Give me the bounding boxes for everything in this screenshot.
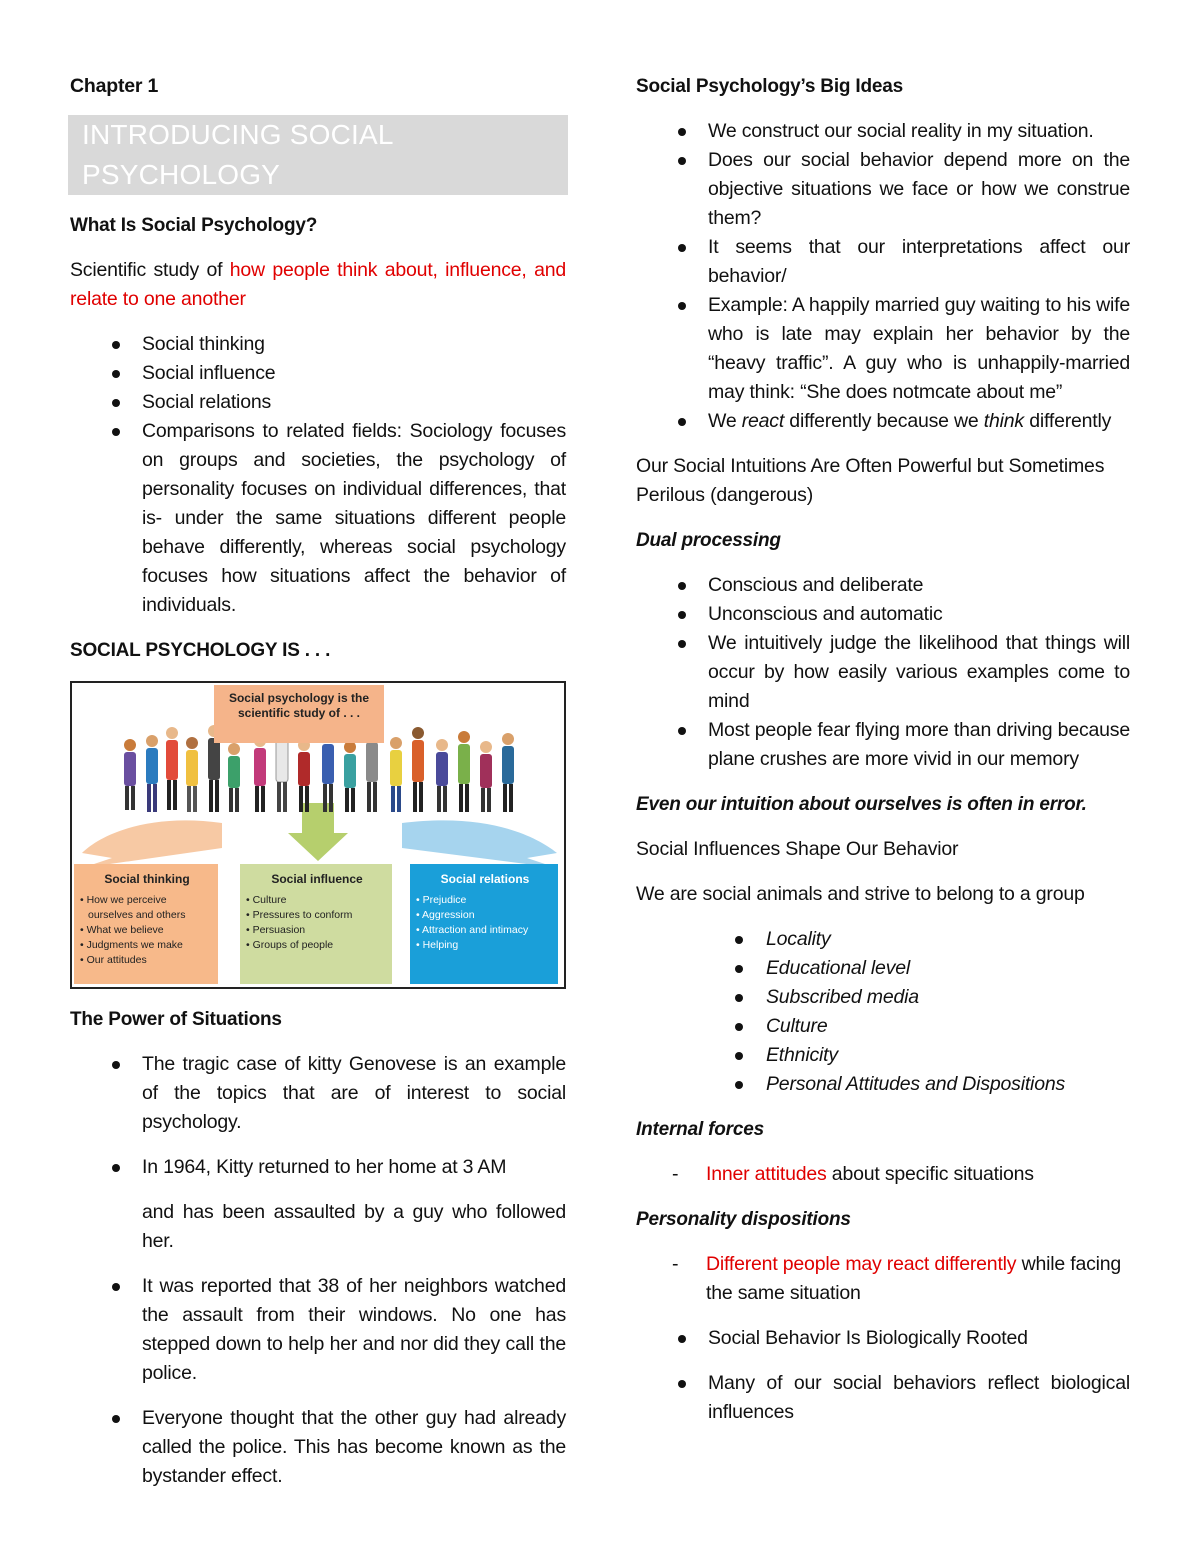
list-item: Personal Attitudes and Dispositions	[636, 1070, 1130, 1099]
list-item: Social Behavior Is Biologically Rooted	[636, 1324, 1130, 1353]
social-animals-text: We are social animals and strive to belong to a group	[636, 883, 1085, 905]
list-item: We intuitively judge the likelihood that things will occur by how easily various examples come to mind	[636, 629, 1130, 716]
right-column	[636, 72, 1130, 1443]
intuition-error-heading: Even our intuition about ourselves is often in error.	[636, 794, 1087, 815]
box-item: • Attraction and intimacy	[416, 924, 529, 936]
personality-heading: Personality dispositions	[636, 1209, 851, 1230]
box-title: Social thinking	[104, 872, 190, 886]
box-title: Social influence	[271, 872, 363, 886]
list-item: Comparisons to related fields: Sociology focuses on groups and societies, the psychology of personality focuses on individual differences, that is- under the same situations different people behave differently, whereas social psychology focuses how situations affect the behavior of individuals.	[70, 417, 566, 620]
list-item	[636, 1160, 1130, 1189]
text-run: differently	[1024, 410, 1112, 432]
internal-forces-heading: Internal forces	[636, 1119, 764, 1140]
box-item: • What we believe	[80, 924, 164, 936]
list-item: In 1964, Kitty returned to her home at 3 AM	[70, 1153, 566, 1182]
definition-prefix: Scientific study of	[70, 259, 230, 281]
box-item: ourselves and others	[88, 909, 186, 921]
list-item: Locality	[636, 925, 1130, 954]
box-item: • Helping	[416, 939, 459, 951]
figure-title: Social psychology is the scientific study of . . .	[214, 685, 384, 743]
bio-list-b	[636, 1369, 1130, 1427]
box-item: • Groups of people	[246, 939, 334, 951]
highlight-text: Inner attitudes	[706, 1163, 827, 1185]
what-heading: What Is Social Psychology?	[70, 215, 318, 236]
list-item: Culture	[636, 1012, 1130, 1041]
list-item: Most people fear flying more than driving because plane crushes are more vivid in our memory	[636, 716, 1130, 774]
list-item: Unconscious and automatic	[636, 600, 1130, 629]
list-item: It seems that our interpretations affect our behavior/	[636, 233, 1130, 291]
text-run: We	[708, 410, 742, 432]
social-relations-box	[410, 864, 558, 984]
text-run-react: react	[741, 410, 785, 432]
social-influence-box	[240, 864, 392, 984]
list-item	[636, 407, 1130, 436]
box-item: • Our attitudes	[80, 954, 147, 966]
chapter-title-banner: INTRODUCING SOCIAL PSYCHOLOGY	[68, 115, 568, 195]
big-ideas-heading: Social Psychology’s Big Ideas	[636, 76, 903, 97]
box-item: • Prejudice	[416, 894, 467, 906]
box-item: • Pressures to conform	[246, 909, 353, 921]
bio-list-a	[636, 1324, 1130, 1353]
list-item: Subscribed media	[636, 983, 1130, 1012]
dual-processing-list	[636, 571, 1130, 774]
box-item: • Judgments we make	[80, 939, 183, 951]
power-heading: The Power of Situations	[70, 1009, 282, 1030]
text-run: about specific situations	[826, 1163, 1034, 1185]
list-item	[636, 1250, 1130, 1308]
power-list-d	[70, 1404, 566, 1491]
list-item: Social influence	[70, 359, 566, 388]
list-item: It was reported that 38 of her neighbors watched the assault from their windows. No one has stepped down to help her and nor did they call the police.	[70, 1272, 566, 1388]
box-item: • Culture	[246, 894, 287, 906]
list-item: Many of our social behaviors reflect biological influences	[636, 1369, 1130, 1427]
list-item: The tragic case of kitty Genovese is an example of the topics that are of interest to social psychology.	[70, 1050, 566, 1137]
definition-highlight: how people think about, influence, and relate to one another	[70, 259, 567, 310]
list-item: Conscious and deliberate	[636, 571, 1130, 600]
group-factors-list	[636, 925, 1130, 1099]
list-item: We construct our social reality in my situation.	[636, 117, 1130, 146]
big-ideas-list	[636, 117, 1130, 436]
internal-forces-list	[636, 1160, 1130, 1189]
left-column	[70, 72, 566, 1507]
is-heading: SOCIAL PSYCHOLOGY IS . . .	[70, 640, 331, 661]
list-item: Ethnicity	[636, 1041, 1130, 1070]
text-run-think: think	[983, 410, 1024, 432]
list-item: Does our social behavior depend more on the objective situations we face or how we construe them?	[636, 146, 1130, 233]
dual-processing-heading: Dual processing	[636, 530, 781, 551]
intuitions-paragraph: Our Social Intuitions Are Often Powerful but Sometimes Perilous (dangerous)	[636, 455, 1105, 506]
box-title: Social relations	[440, 872, 530, 886]
power-list-a	[70, 1050, 566, 1137]
chapter-label: Chapter 1	[70, 75, 159, 97]
definition-list	[70, 330, 566, 620]
social-psychology-figure	[70, 681, 566, 989]
box-item: • How we perceive	[80, 894, 167, 906]
definition	[70, 256, 566, 314]
social-thinking-box	[74, 864, 218, 984]
list-item: Social relations	[70, 388, 566, 417]
box-item: • Aggression	[416, 909, 475, 921]
list-item: Example: A happily married guy waiting to his wife who is late may explain her behavior by the “heavy traffic”. A guy who is unhappily-married may think: “She does notmcate about me”	[636, 291, 1130, 407]
highlight-text: Different people may react differently	[706, 1253, 1017, 1275]
text-run: while facing the same situation	[706, 1253, 1122, 1304]
personality-list	[636, 1250, 1130, 1308]
power-list-b	[70, 1153, 566, 1182]
influences-shape-text: Social Influences Shape Our Behavior	[636, 838, 959, 860]
box-item: • Persuasion	[246, 924, 306, 936]
list-item-continuation: and has been assaulted by a guy who followed her.	[142, 1201, 566, 1252]
list-item: Social thinking	[70, 330, 566, 359]
list-item: Educational level	[636, 954, 1130, 983]
power-list-c	[70, 1272, 566, 1388]
list-item: Everyone thought that the other guy had already called the police. This has become known as the bystander effect.	[70, 1404, 566, 1491]
text-run: differently because we	[784, 410, 984, 432]
